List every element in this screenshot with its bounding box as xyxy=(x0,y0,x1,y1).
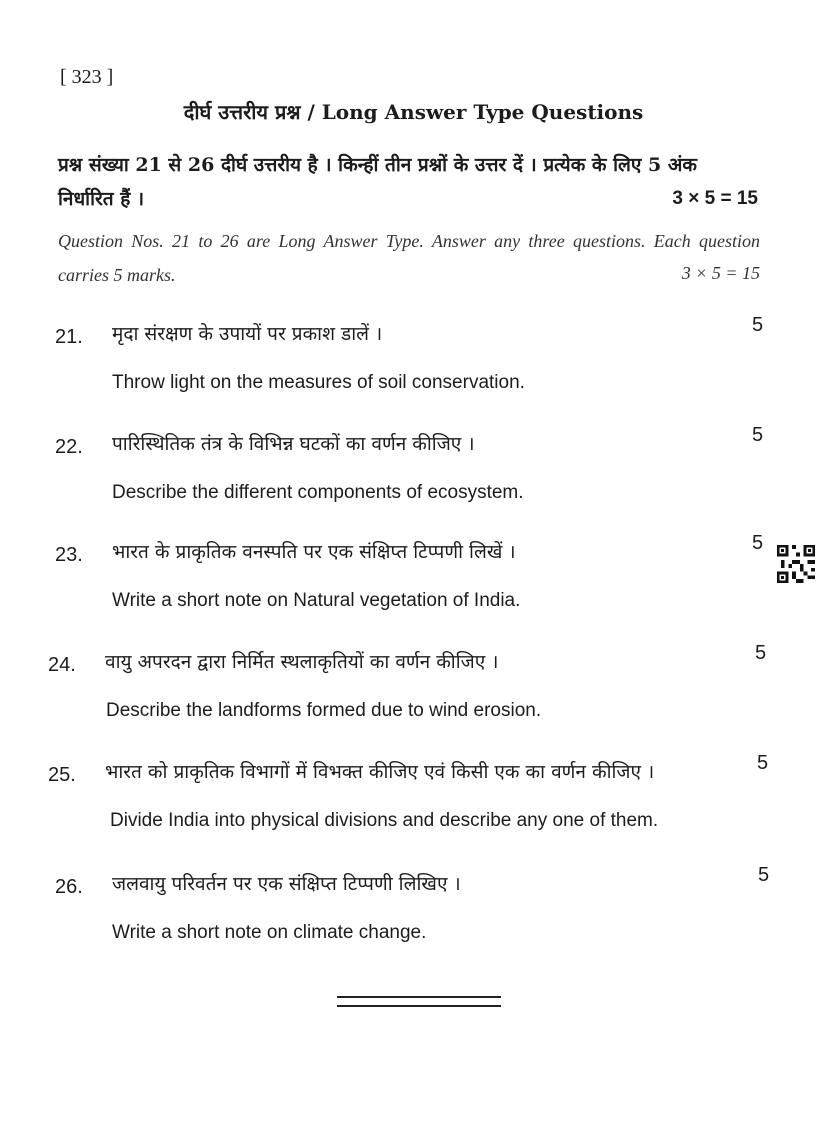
question-number: 21. xyxy=(55,326,83,348)
question-text-english: Write a short note on climate change. xyxy=(112,922,427,943)
question-item xyxy=(0,420,827,532)
question-marks: 5 xyxy=(752,532,764,554)
question-marks: 5 xyxy=(757,752,769,774)
question-item xyxy=(0,310,827,422)
question-item xyxy=(0,748,827,860)
instructions-hindi-marks: 3 × 5 = 15 xyxy=(672,188,758,209)
instructions-hindi xyxy=(58,148,758,216)
question-number: 24. xyxy=(48,654,76,676)
question-text-hindi: भारत के प्राकृतिक वनस्पति पर एक संक्षिप्त टिप्पणी लिखें । xyxy=(112,541,516,563)
question-number: 26. xyxy=(55,876,83,898)
question-number: 23. xyxy=(55,544,83,566)
question-item xyxy=(0,638,827,750)
section-heading: दीर्घ उत्तरीय प्रश्न / Long Answer Type Questions xyxy=(183,100,644,124)
instructions-hindi-text: प्रश्न संख्या 21 से 26 दीर्घ उत्तरीय है । किन्हीं तीन प्रश्नों के उत्तर दें । प्रत्येक के लिए 5 अंक निर्धारित हैं । xyxy=(58,154,697,210)
question-text-hindi: पारिस्थितिक तंत्र के विभिन्न घटकों का वर्णन कीजिए । xyxy=(112,433,475,455)
question-marks: 5 xyxy=(752,314,764,336)
question-number: 25. xyxy=(48,764,76,786)
question-text-english: Write a short note on Natural vegetation of India. xyxy=(112,590,521,611)
question-text-hindi: भारत को प्राकृतिक विभागों में विभक्त कीजिए एवं किसी एक का वर्णन कीजिए । xyxy=(105,761,655,783)
question-text-hindi: मृदा संरक्षण के उपायों पर प्रकाश डालें । xyxy=(112,323,383,345)
instructions-english-text: Question Nos. 21 to 26 are Long Answer Type. Answer any three questions. Each question carries 5 marks. xyxy=(58,231,760,285)
question-number: 22. xyxy=(55,436,83,458)
page-number: [ 323 ] xyxy=(60,66,114,88)
question-marks: 5 xyxy=(755,642,767,664)
question-item xyxy=(0,860,827,972)
question-text-english: Describe the different components of ecosystem. xyxy=(112,482,524,503)
instructions-english-marks: 3 × 5 = 15 xyxy=(681,263,760,283)
question-text-english: Throw light on the measures of soil conservation. xyxy=(112,372,525,393)
question-text-hindi: वायु अपरदन द्वारा निर्मित स्थलाकृतियों का वर्णन कीजिए । xyxy=(105,651,499,673)
question-text-english: Describe the landforms formed due to wind erosion. xyxy=(106,700,542,721)
question-text-hindi: जलवायु परिवर्तन पर एक संक्षिप्त टिप्पणी लिखिए । xyxy=(112,873,461,895)
qr-code-icon xyxy=(777,545,815,583)
end-of-section-divider xyxy=(337,996,501,1007)
question-item xyxy=(0,528,827,640)
question-text-english: Divide India into physical divisions and describe any one of them. xyxy=(110,810,659,831)
question-marks: 5 xyxy=(752,424,764,446)
instructions-english xyxy=(58,224,760,292)
question-marks: 5 xyxy=(758,864,770,886)
